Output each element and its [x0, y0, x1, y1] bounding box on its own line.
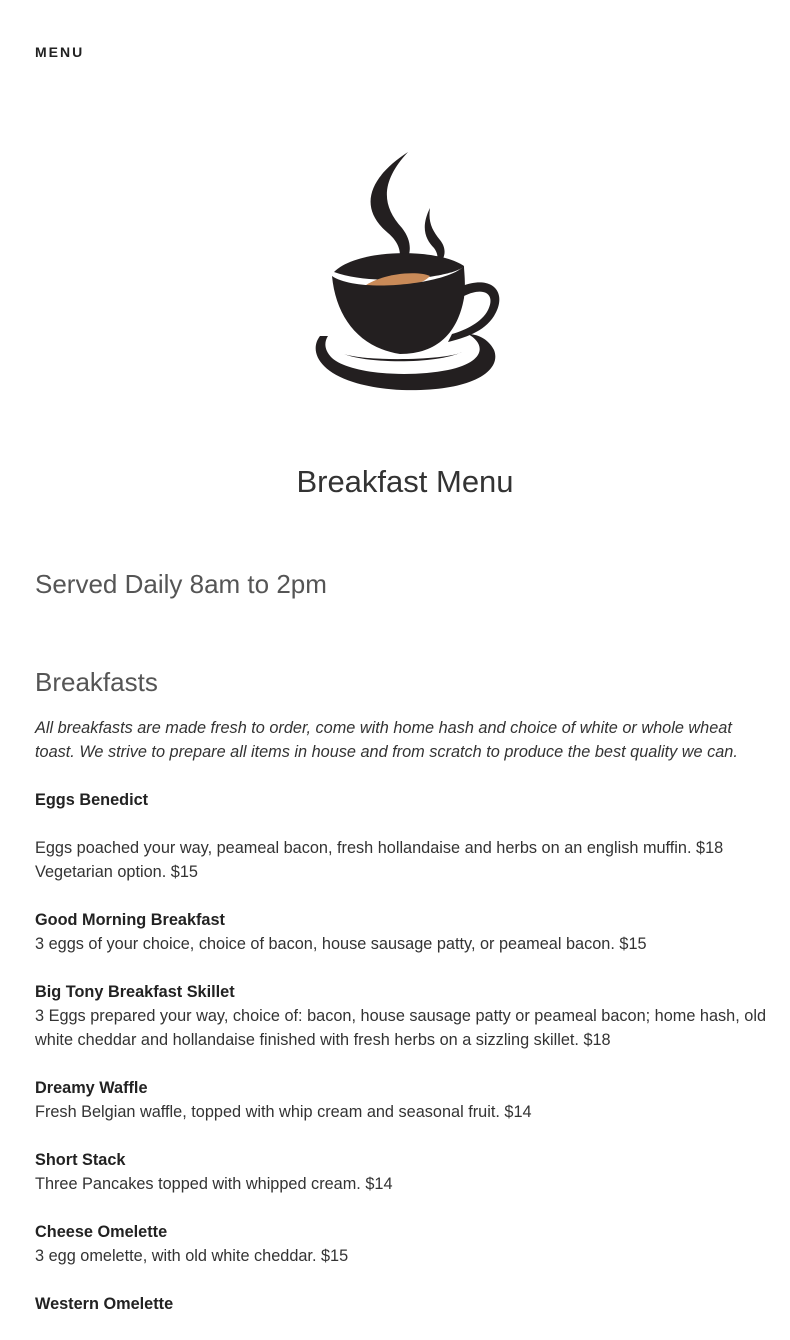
- menu-item: [35, 788, 775, 884]
- menu-item-description-extra: Vegetarian option. $15: [35, 863, 198, 881]
- menu-item-name: Dreamy Waffle: [35, 1079, 148, 1097]
- menu-item: [35, 1076, 775, 1124]
- menu-item: [35, 908, 775, 956]
- menu-item-name: Cheese Omelette: [35, 1223, 168, 1241]
- section-heading-breakfasts: Breakfasts: [35, 667, 158, 697]
- menu-item-description: Eggs poached your way, peameal bacon, fresh hollandaise and herbs on an english muffin. $18: [35, 839, 724, 857]
- menu-item-name: Big Tony Breakfast Skillet: [35, 983, 235, 1001]
- menu-item-name: Short Stack: [35, 1151, 126, 1169]
- menu-item: [35, 980, 775, 1052]
- menu-item-description: 3 egg omelette, with old white cheddar. $15: [35, 1247, 349, 1265]
- menu-content: [35, 566, 775, 1340]
- menu-item-description: Three Pancakes topped with whipped cream. $14: [35, 1175, 393, 1193]
- menu-item-description: Fresh Belgian waffle, topped with whip cream and seasonal fruit. $14: [35, 1103, 532, 1121]
- menu-item: [35, 1292, 775, 1316]
- menu-item-name: Good Morning Breakfast: [35, 911, 225, 929]
- menu-item-description: 3 Eggs prepared your way, choice of: bacon, house sausage patty or peameal bacon; home hash, old white cheddar and hollandaise finished with fresh herbs on a sizzling skillet. $18: [35, 1007, 767, 1049]
- menu-item-name: Western Omelette: [35, 1295, 174, 1313]
- menu-toggle-button[interactable]: MENU: [35, 44, 85, 60]
- menu-item-name: Eggs Benedict: [35, 791, 149, 809]
- menu-item: [35, 1148, 775, 1196]
- menu-item-description: 3 eggs of your choice, choice of bacon, house sausage patty, or peameal bacon. $15: [35, 935, 647, 953]
- page-title: Breakfast Menu: [296, 464, 514, 499]
- coffee-cup-logo-icon: [298, 148, 508, 396]
- section-intro: All breakfasts are made fresh to order, come with home hash and choice of white or whole wheat toast. We strive to prepare all items in house and from scratch to produce the best quality we can.: [35, 719, 738, 761]
- menu-item: [35, 1220, 775, 1268]
- served-hours-heading: Served Daily 8am to 2pm: [35, 569, 327, 599]
